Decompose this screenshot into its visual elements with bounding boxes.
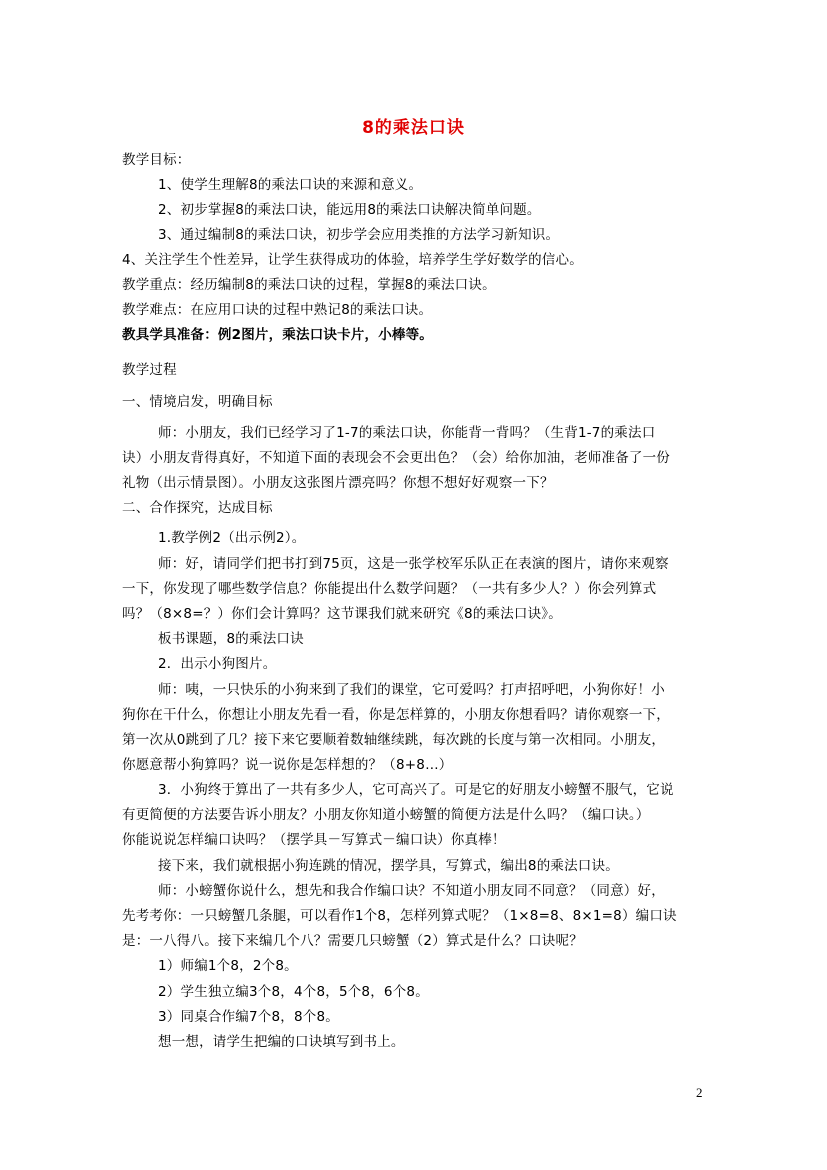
section-heading-part1: 一、情境启发，明确目标 — [122, 394, 273, 410]
paragraph-line: 狗你在干什么，你想让小朋友先看一看，你是怎样算的，小朋友你想看吗？请你观察一下， — [122, 707, 670, 723]
document-title: 8的乘法口诀 — [362, 118, 465, 138]
paragraph-line: 师：小朋友，我们已经学习了1-7的乘法口诀，你能背一背吗？（生背1-7的乘法口 — [158, 425, 656, 441]
paragraph-line: 你愿意帮小狗算吗？说一说你是怎样想的？（8+8…） — [122, 757, 453, 773]
objective-item: 4、关注学生个性差异，让学生获得成功的体验，培养学生学好数学的信心。 — [122, 252, 583, 268]
paragraph-line: 1.教学例2（出示例2）。 — [158, 530, 306, 546]
paragraph-line: 师：小螃蟹你说什么，想先和我合作编口诀？不知道小朋友同不同意？（同意）好， — [158, 883, 665, 899]
paragraph-line: 3．小狗终于算出了一共有多少人，它可高兴了。可是它的好朋友小螃蟹不服气，它说 — [158, 782, 674, 798]
objective-item: 2、初步掌握8的乘法口诀，能远用8的乘法口诀解决简单问题。 — [158, 202, 541, 218]
paragraph-line: 先考考你：一只螃蟹几条腿，可以看作1个8，怎样列算式呢？（1×8=8、8×1=8）编口诀 — [122, 908, 677, 924]
section-heading-part2: 二、合作探究，达成目标 — [122, 500, 273, 516]
list-item: 2）学生独立编3个8，4个8，5个8，6个8。 — [158, 984, 429, 1000]
list-item: 1）师编1个8，2个8。 — [158, 958, 298, 974]
paragraph-line: 第一次从0跳到了几？接下来它要顺着数轴继续跳，每次跳的长度与第一次相同。小朋友， — [122, 732, 666, 748]
section-heading-objectives: 教学目标： — [122, 152, 191, 168]
section-heading-process: 教学过程 — [122, 362, 177, 378]
paragraph-line: 一下，你发现了哪些数学信息？你能提出什么数学问题？（一共有多少人？）你会列算式 — [122, 581, 657, 597]
list-item: 3）同桌合作编7个8，8个8。 — [158, 1009, 339, 1025]
difficult-points: 教学难点：在应用口诀的过程中熟记8的乘法口诀。 — [122, 302, 433, 318]
paragraph-line: 师：咦，一只快乐的小狗来到了我们的课堂，它可爱吗？打声招呼吧，小狗你好！小 — [158, 682, 665, 698]
paragraph-line: 是：一八得八。接下来编几个八？需要几只螃蟹（2）算式是什么？口诀呢？ — [122, 933, 583, 949]
paragraph-line: 想一想，请学生把编的口诀填写到书上。 — [158, 1034, 405, 1050]
paragraph-line: 2．出示小狗图片。 — [158, 656, 277, 672]
paragraph-line: 吗？（8×8=？）你们会计算吗？这节课我们就来研究《8的乘法口诀》。 — [122, 606, 562, 622]
paragraph-line: 师：好，请同学们把书打到75页，这是一张学校军乐队正在表演的图片，请你来观察 — [158, 556, 669, 572]
paragraph-line: 接下来，我们就根据小狗连跳的情况，摆学具，写算式，编出8的乘法口诀。 — [158, 858, 619, 874]
page-number: 2 — [696, 1085, 703, 1100]
key-points: 教学重点：经历编制8的乘法口诀的过程，掌握8的乘法口诀。 — [122, 277, 496, 293]
paragraph-line: 你能说说怎样编口诀吗？（摆学具－写算式－编口诀）你真棒！ — [122, 832, 506, 848]
paragraph-line: 诀）小朋友背得真好，不知道下面的表现会不会更出色？（会）给你加油，老师准备了一份 — [122, 450, 670, 466]
objective-item: 1、使学生理解8的乘法口诀的来源和意义。 — [158, 177, 423, 193]
paragraph-line: 板书课题，8的乘法口诀 — [158, 631, 304, 647]
paragraph-line: 礼物（出示情景图）。小朋友这张图片漂亮吗？你想不想好好观察一下？ — [122, 475, 554, 491]
objective-item: 3、通过编制8的乘法口诀，初步学会应用类推的方法学习新知识。 — [158, 227, 560, 243]
paragraph-line: 有更简便的方法要告诉小朋友？小朋友你知道小螃蟹的简便方法是什么吗？（编口诀。） — [122, 807, 650, 823]
materials: 教具学具准备：例2图片，乘法口诀卡片，小棒等。 — [122, 327, 433, 343]
